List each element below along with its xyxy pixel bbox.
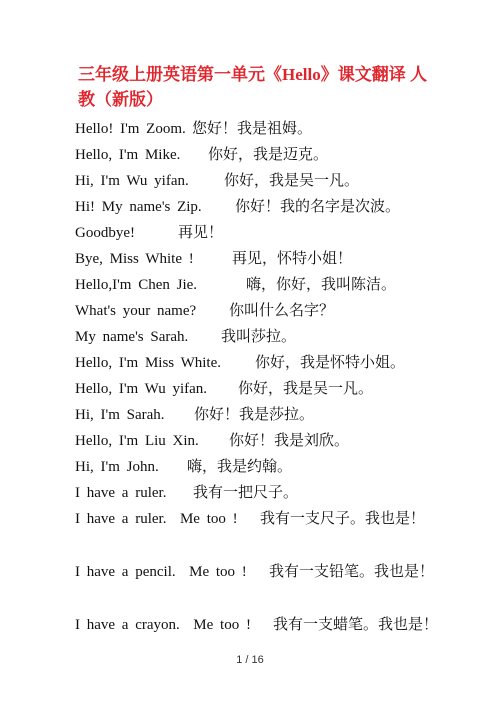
chinese-translation: 我有一支蜡笔。我也是！ xyxy=(273,617,439,633)
dialogue-line xyxy=(75,324,475,350)
dialogue-line xyxy=(75,246,475,272)
english-text: I have a ruler. Me too ! xyxy=(75,511,238,527)
english-text: Bye, Miss White ! xyxy=(75,251,194,267)
chinese-translation: 您好！我是祖姆。 xyxy=(192,121,313,137)
english-text: I have a pencil. Me too ! xyxy=(75,564,247,580)
dialogue-line xyxy=(75,220,475,246)
blank-line xyxy=(75,532,475,559)
chinese-translation: 嗨，你好，我叫陈洁。 xyxy=(246,277,397,293)
dialogue-line xyxy=(75,376,475,402)
english-text: Hello,I'm Chen Jie. xyxy=(75,277,198,293)
english-text: I have a crayon. Me too ! xyxy=(75,617,251,633)
english-text: Hi, I'm Sarah. xyxy=(75,407,165,423)
dialogue-line xyxy=(75,168,475,194)
chinese-translation: 嗨，我是约翰。 xyxy=(187,459,293,475)
english-text: What's your name? xyxy=(75,303,197,319)
english-text: Hi, I'm John. xyxy=(75,459,159,475)
dialogue-line xyxy=(75,480,475,506)
chinese-translation: 我有一把尺子。 xyxy=(193,485,299,501)
dialogue-line xyxy=(75,454,475,480)
chinese-translation: 你好，我是怀特小姐。 xyxy=(255,355,406,371)
chinese-translation: 我叫莎拉。 xyxy=(221,329,297,345)
english-text: Hi! My name's Zip. xyxy=(75,199,202,215)
chinese-translation: 我有一支铅笔。我也是！ xyxy=(269,564,435,580)
dialogue-line xyxy=(75,612,475,638)
dialogue-line xyxy=(75,428,475,454)
english-text: Hello, I'm Miss White. xyxy=(75,355,221,371)
chinese-translation: 你好，我是吴一凡。 xyxy=(238,381,374,397)
dialogue-line xyxy=(75,194,475,220)
dialogue-line xyxy=(75,559,475,585)
blank-line xyxy=(75,585,475,612)
dialogue-line xyxy=(75,272,475,298)
english-text: Hello! I'm Zoom. xyxy=(75,121,186,137)
dialogue-line xyxy=(75,116,475,142)
english-text: Hello, I'm Wu yifan. xyxy=(75,381,208,397)
english-text: Hello, I'm Liu Xin. xyxy=(75,433,199,449)
chinese-translation: 你好！我是莎拉。 xyxy=(194,407,315,423)
english-text: My name's Sarah. xyxy=(75,329,189,345)
chinese-translation: 我有一支尺子。我也是！ xyxy=(260,511,426,527)
page-number: 1 / 16 xyxy=(236,654,264,666)
english-text: I have a ruler. xyxy=(75,485,167,501)
chinese-translation: 再见！ xyxy=(178,225,224,241)
dialogue-line xyxy=(75,298,475,324)
dialogue-line xyxy=(75,350,475,376)
dialogue-list xyxy=(75,116,475,638)
dialogue-line xyxy=(75,142,475,168)
document-title: 三年级上册英语第一单元《Hello》课文翻译 人教（新版） xyxy=(78,65,427,109)
dialogue-line xyxy=(75,506,475,532)
chinese-translation: 你好，我是迈克。 xyxy=(208,147,329,163)
chinese-translation: 你好，我是吴一凡。 xyxy=(224,173,360,189)
english-text: Hello, I'm Mike. xyxy=(75,147,181,163)
chinese-translation: 你叫什么名字？ xyxy=(229,303,335,319)
english-text: Goodbye! xyxy=(75,225,135,241)
english-text: Hi, I'm Wu yifan. xyxy=(75,173,189,189)
chinese-translation: 你好！我的名字是次波。 xyxy=(235,199,401,215)
chinese-translation: 再见，怀特小姐！ xyxy=(232,251,353,267)
chinese-translation: 你好！我是刘欣。 xyxy=(229,433,350,449)
dialogue-line xyxy=(75,402,475,428)
